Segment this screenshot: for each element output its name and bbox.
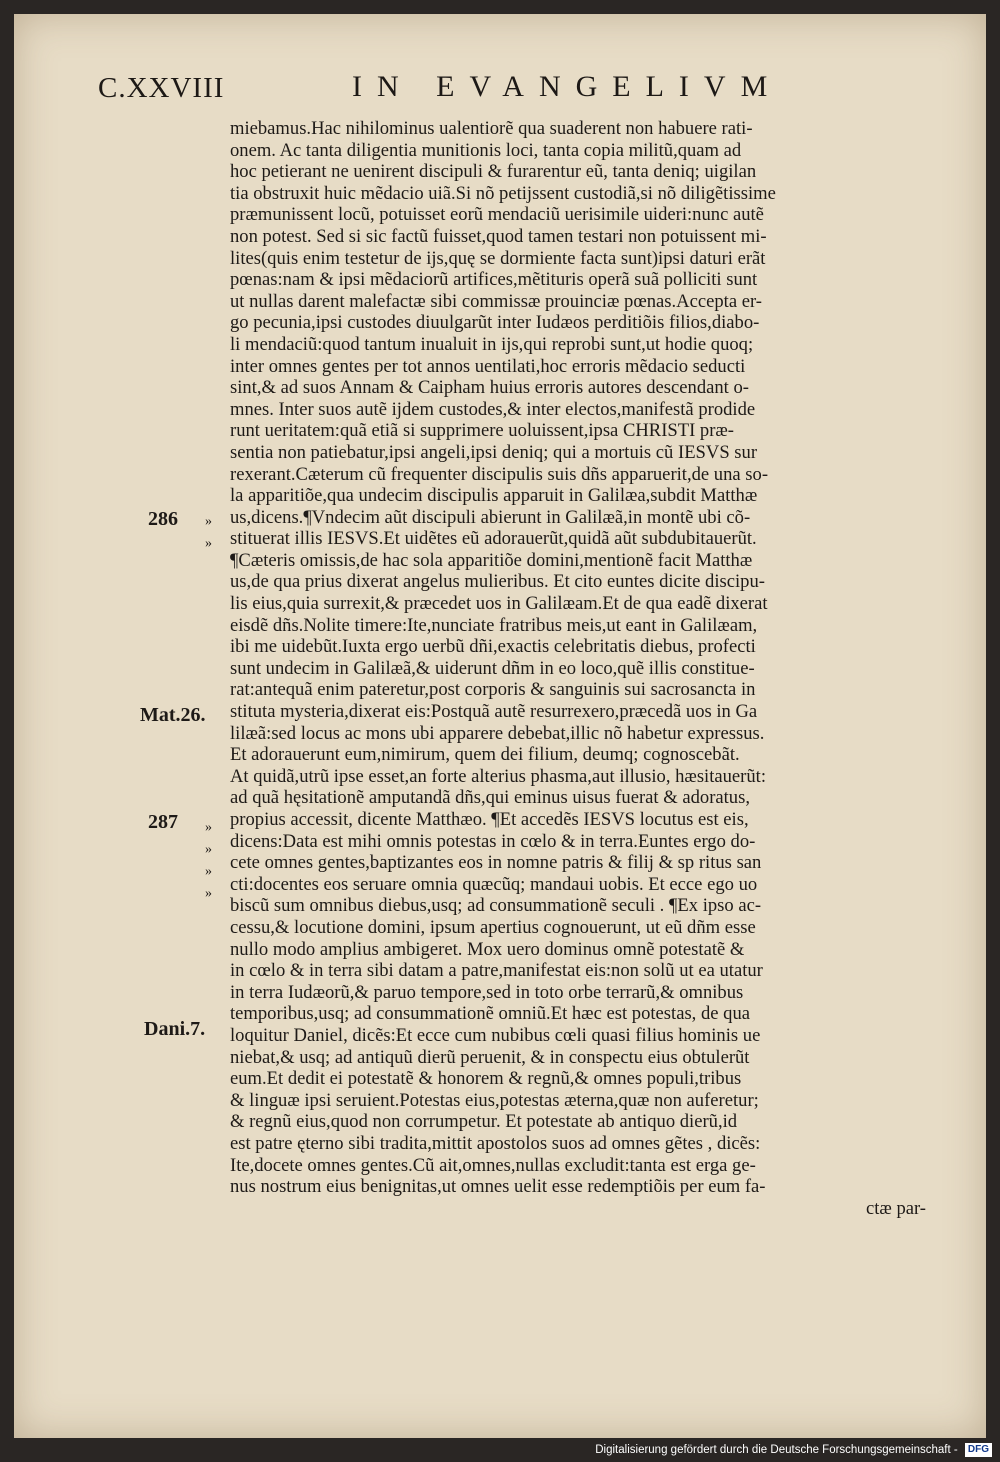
text-line: Ite,docete omnes gentes.Cũ ait,omnes,nullas excludit:tanta est erga ge- bbox=[230, 1154, 756, 1176]
text-line: mnes. Inter suos autẽ ijdem custodes,& inter electos,manifestã prodide bbox=[230, 398, 756, 420]
margin-note-matthew: Mat.26. bbox=[140, 704, 206, 726]
body-text bbox=[230, 118, 930, 1219]
text-line: ut nullas darent malefactæ sibi commissæ prouinciæ pœnas.Accepta er- bbox=[230, 290, 762, 312]
text-line: propius accessit, dicente Matthæo. ¶Et accedẽs IESVS locutus est eis, bbox=[230, 809, 749, 830]
text-line: Et adorauerunt eum,nimirum, quem dei filium, deumq; cognoscebãt. bbox=[230, 744, 740, 766]
text-line: loquitur Daniel, dicẽs:Et ecce cum nubibus cœli quasi filius hominis ue bbox=[230, 1024, 761, 1046]
text-line: go pecunia,ipsi custodes diuulgarũt inter Iudæos perditiõis filios,diabo- bbox=[230, 312, 760, 334]
text-line: biscũ sum omnibus diebus,usq; ad consummationẽ seculi . ¶Ex ipso ac- bbox=[230, 895, 762, 917]
text-line: lis eius,quia surrexit,& præcedet uos in Galilæam.Et de qua eadẽ dixerat bbox=[230, 593, 768, 615]
text-line: rexerant.Cæterum cũ frequenter discipulis suis dñs apparuerit,de una so- bbox=[230, 463, 769, 485]
text-line: eum.Et dedit ei potestatẽ & honorem & regnũ,& omnes populi,tribus bbox=[230, 1068, 742, 1090]
text-line: in cœlo & in terra sibi datam a patre,manifestat eis:non solũ ut ea utatur bbox=[230, 960, 763, 982]
text-line: nullo modo amplius ambigeret. Mox uero dominus omnẽ potestatẽ & bbox=[230, 938, 745, 960]
text-line: & linguæ ipsi seruient.Potestas eius,potestas æterna,quæ non auferetur; bbox=[230, 1089, 759, 1111]
margin-note-daniel: Dani.7. bbox=[144, 1018, 206, 1040]
text-line: At quidã,utrũ ipse esset,an forte alterius phasma,aut illusio, hæsitauerũt: bbox=[230, 765, 767, 787]
text-line: cti:docentes eos seruare omnia quæcũq; mandaui uobis. Et ecce ego uo bbox=[230, 873, 758, 895]
text-line: sentia non patiebatur,ipsi angeli,ipsi deniq; qui a mortuis cũ IESVS sur bbox=[230, 441, 758, 463]
quote-mark: » bbox=[205, 864, 212, 879]
text-line: cete omnes gentes,baptizantes eos in nomne patris & filij & sp ritus san bbox=[230, 852, 762, 874]
text-line: hoc petierant ne uenirent discipuli & furarentur eũ, tanta deniq; uigilan bbox=[230, 161, 757, 183]
margin-note-287: 287 bbox=[148, 811, 178, 833]
funding-credit: Digitalisierung gefördert durch die Deutsche Forschungsgemeinschaft - bbox=[595, 1444, 958, 1456]
text-line: cessu,& locutione domini, ipsum apertius cognouerunt, ut eũ dñm esse bbox=[230, 916, 756, 938]
text-line: & regnũ eius,quod non corrumpetur. Et potestate ab antiquo dierũ,id bbox=[230, 1111, 738, 1133]
text-line: pœnas:nam & ipsi mẽdaciorũ artifices,mẽtituris operã suã polliciti sunt bbox=[230, 269, 758, 291]
text-line: stituerat illis IESVS.Et uidẽtes eũ adorauerũt,quidã aũt subdubitauerũt. bbox=[230, 528, 757, 550]
text-line: us,de qua prius dixerat angelus mulieribus. Et cito euntes dicite discipu- bbox=[230, 571, 765, 593]
text-line: ibi me uidebũt.Iuxta ergo uerbũ dñi,exactis celebritatis diebus, profecti bbox=[230, 636, 756, 658]
text-line: runt ueritatem:quã etiã si supprimere uoluissent,ipsa CHRISTI præ- bbox=[230, 420, 735, 442]
quote-mark: » bbox=[205, 820, 212, 835]
text-line: onem. Ac tanta diligentia munitionis loci, tanta copia militũ,quam ad bbox=[230, 139, 742, 161]
footer-credit-bar bbox=[0, 1440, 992, 1462]
text-line: est patre ęterno sibi tradita,mittit apostolos suos ad omnes gẽtes , dicẽs: bbox=[230, 1132, 761, 1154]
text-line: stituta mysteria,dixerat eis:Postquã autẽ resurrexero,præcedã uos in Ga bbox=[230, 701, 758, 723]
text-line: sint,& ad suos Annam & Caipham huius erroris autores descendant o- bbox=[230, 377, 749, 399]
quote-mark: » bbox=[205, 536, 212, 551]
text-line: nus nostrum eius benignitas,ut omnes uelit esse redemptiõis per eum fa- bbox=[230, 1176, 766, 1198]
text-line: ad quã hęsitationẽ amputandã dñs,qui eminus uisus fuerat & adoratus, bbox=[230, 787, 750, 809]
text-line: lites(quis enim testetur de ijs,quę se dormiente facta sunt)ipsi daturi erãt bbox=[230, 247, 766, 269]
text-line: sunt undecim in Galilæã,& uiderunt dñm in eo loco,quẽ illis constitue- bbox=[230, 657, 755, 679]
text-line: dicens:Data est mihi omnis potestas in cœlo & in terra.Euntes ergo do- bbox=[230, 830, 756, 852]
quote-mark: » bbox=[205, 886, 212, 901]
quote-mark: » bbox=[205, 514, 212, 529]
text-line: non potest. Sed si sic factũ fuisset,quod tamen testari non potuissent mi- bbox=[230, 225, 767, 247]
text-line: ¶Cæteris omissis,de hac sola apparitiõe domini,mentionẽ facit Matthæ bbox=[230, 549, 753, 571]
text-line: niebat,& usq; ad antiquũ dierũ peruenit, & in conspectu eius obtulerũt bbox=[230, 1046, 750, 1068]
margin-note-286: 286 bbox=[148, 508, 178, 530]
text-line: tia obstruxit huic mẽdacio uiã.Si nõ petijssent custodiã,si nõ diligẽtissime bbox=[230, 182, 776, 204]
text-line: us,dicens.¶Vndecim aũt discipuli abierunt in Galilæã,in montẽ ubi cõ- bbox=[230, 506, 751, 528]
text-line: la apparitiõe,qua undecim discipulis apparuit in Galilæa,subdit Matthæ bbox=[230, 485, 758, 507]
text-line: lilæã:sed locus ac mons ubi apparere debebat,illic nõ habetur expressus. bbox=[230, 722, 765, 744]
text-line: in terra Iudæorũ,& paruo tempore,sed in toto orbe terrarũ,& omnibus bbox=[230, 981, 744, 1003]
catchword: ctæ par- bbox=[865, 1197, 926, 1219]
quote-mark: » bbox=[205, 842, 212, 857]
text-line: miebamus.Hac nihilominus ualentiorẽ qua suaderent non habuere rati- bbox=[230, 118, 753, 139]
folio-number: C.XXVIII bbox=[98, 72, 225, 104]
text-line: eisdẽ dñs.Nolite timere:Ite,nunciate fratribus meis,ut eant in Galilæam, bbox=[230, 614, 758, 636]
running-head: IN EVANGELIVM bbox=[352, 70, 783, 103]
dfg-logo: DFG bbox=[965, 1443, 992, 1457]
text-line: temporibus,usq; ad consummationẽ omniũ.Et hæc est potestas, de qua bbox=[230, 1003, 751, 1025]
text-line: præmunissent locũ, potuisset eorũ mendaciũ uerisimile uideri:nunc autẽ bbox=[230, 204, 764, 226]
text-line: inter omnes gentes per tot annos uentilati,hoc erroris mẽdacio seducti bbox=[230, 355, 746, 377]
text-line: li mendaciũ:quod tantum inualuit in ijs,qui reprobi sunt,ut hodie quoq; bbox=[230, 333, 754, 355]
text-line: rat:antequã enim pateretur,post corporis & sanguinis sui sacrosancta in bbox=[230, 679, 756, 701]
